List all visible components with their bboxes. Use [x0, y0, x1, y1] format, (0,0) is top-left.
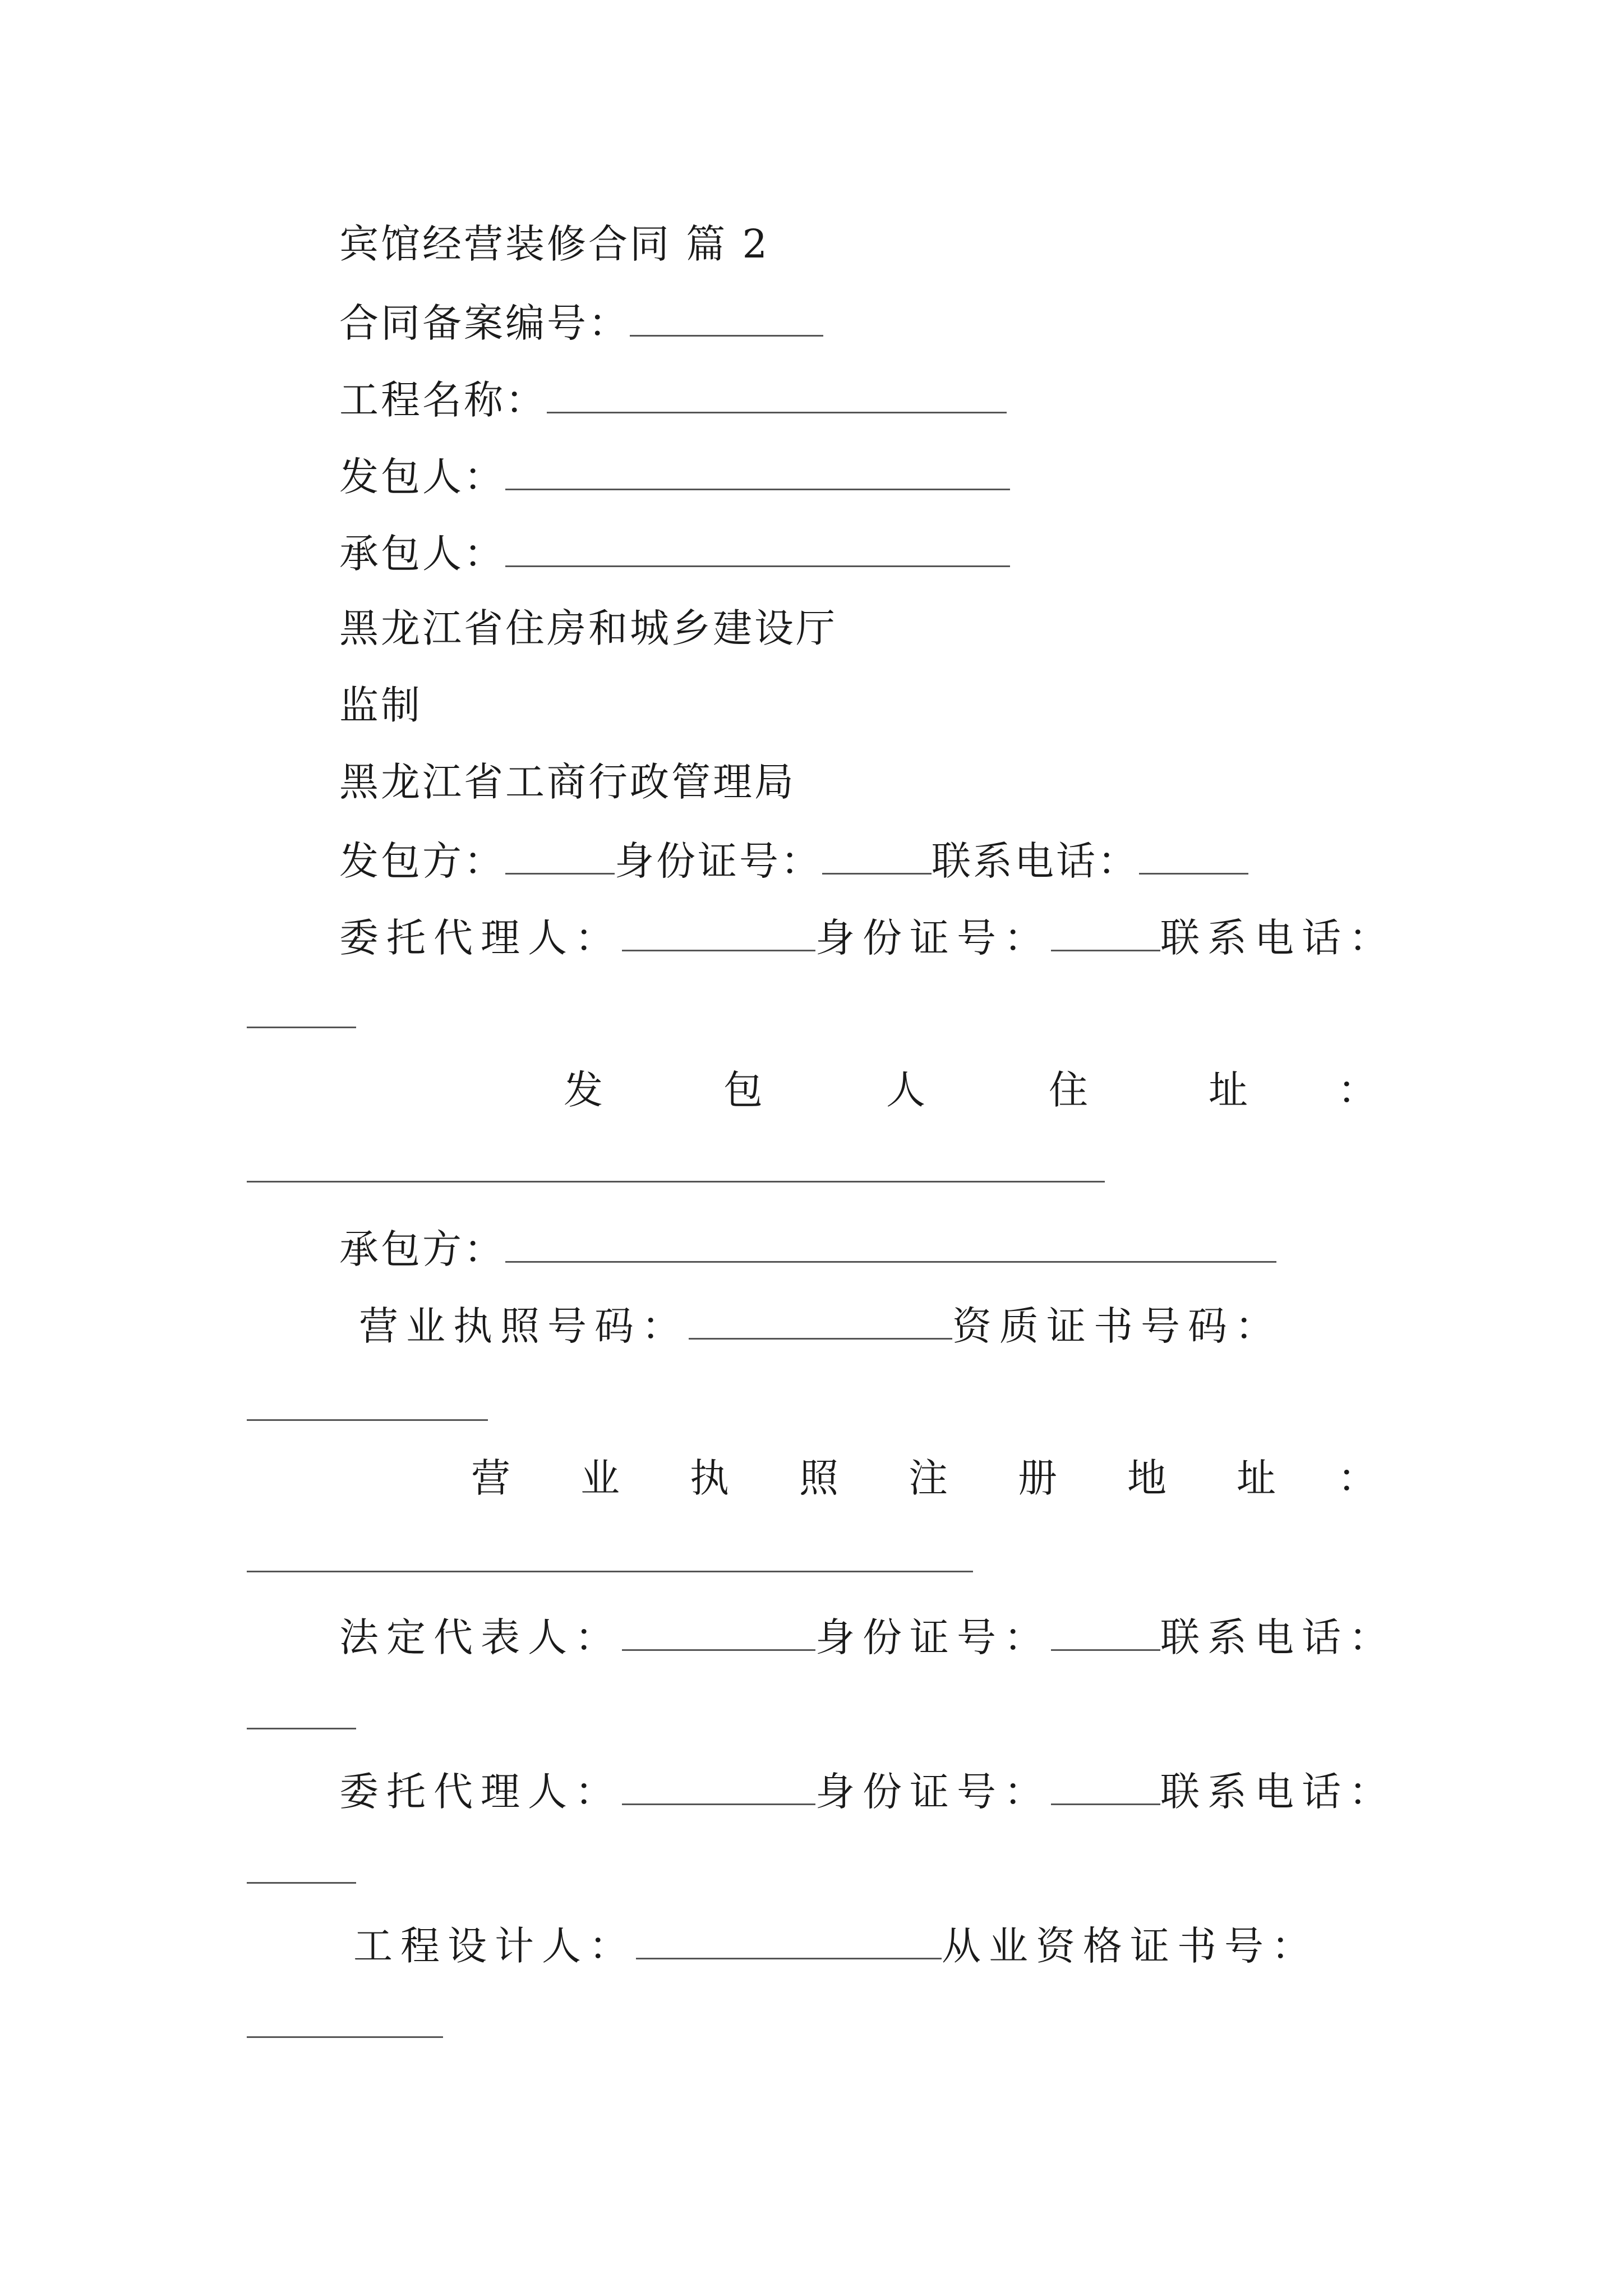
employer-row: [339, 454, 1010, 500]
legal-rep-phone-label: 联系电话：: [1160, 1614, 1396, 1660]
agent-2-row: [339, 1769, 1396, 1815]
project-name-label: 工程名称：: [339, 377, 547, 423]
filing-number-blank[interactable]: [630, 301, 823, 337]
legal-rep-id-label: 身份证号：: [815, 1614, 1051, 1660]
filing-number-row: [339, 300, 823, 346]
party-a-row: [339, 838, 1248, 884]
agent-1-id-blank[interactable]: [1051, 916, 1160, 951]
employer-label: 发包人：: [339, 454, 505, 500]
cert-blank[interactable]: [247, 1419, 488, 1421]
agent-1-id-label: 身份证号：: [815, 915, 1051, 961]
employer-address-char: 发: [564, 1067, 603, 1113]
issuer-commerce-bureau: 黑龙江省工商行政管理局: [339, 759, 796, 805]
agent-2-id-blank[interactable]: [1051, 1770, 1160, 1805]
party-a-id-blank[interactable]: [822, 839, 932, 875]
designer-cert-blank[interactable]: [247, 2036, 443, 2038]
registered-address-char: 址: [1237, 1455, 1276, 1501]
designer-row: [353, 1923, 1318, 1969]
license-blank[interactable]: [689, 1304, 952, 1340]
contractor-blank[interactable]: [505, 532, 1010, 567]
legal-rep-label: 法定代表人：: [339, 1614, 622, 1660]
party-a-id-label: 身份证号：: [615, 838, 822, 884]
license-label: 营业执照号码：: [359, 1303, 689, 1349]
document-title: 宾馆经营装修合同 篇 2: [339, 221, 770, 267]
employer-address-blank[interactable]: [247, 1181, 1105, 1182]
agent-1-blank[interactable]: [622, 916, 815, 951]
license-row: [359, 1303, 1282, 1349]
agent-2-blank[interactable]: [622, 1770, 815, 1805]
registered-address-char: 营: [471, 1455, 510, 1501]
employer-address-char: 人: [886, 1067, 925, 1113]
party-b-blank[interactable]: [505, 1227, 1276, 1263]
agent-2-phone-label: 联系电话：: [1160, 1769, 1396, 1815]
employer-blank[interactable]: [505, 455, 1010, 490]
agent-1-phone-blank[interactable]: [247, 1027, 356, 1028]
registered-address-blank[interactable]: [247, 1571, 973, 1572]
legal-rep-row: [339, 1614, 1396, 1660]
party-a-blank[interactable]: [505, 839, 615, 875]
agent-2-label: 委托代理人：: [339, 1769, 622, 1815]
agent-1-row: [339, 915, 1396, 961]
employer-address-char: ：: [1338, 1067, 1377, 1113]
contractor-row: [339, 531, 1010, 577]
legal-rep-phone-blank[interactable]: [247, 1728, 356, 1729]
employer-address-char: 包: [723, 1067, 763, 1113]
designer-blank[interactable]: [636, 1924, 942, 1959]
agent-2-phone-blank[interactable]: [247, 1882, 356, 1884]
employer-address-char: 址: [1209, 1067, 1248, 1113]
party-b-label: 承包方：: [339, 1226, 505, 1272]
registered-address-char: 业: [580, 1455, 620, 1501]
project-name-row: [339, 377, 1007, 423]
employer-address-char: 住: [1049, 1067, 1088, 1113]
filing-number-label: 合同备案编号：: [339, 300, 630, 346]
party-b-row: [339, 1226, 1276, 1272]
party-a-label: 发包方：: [339, 838, 505, 884]
legal-rep-id-blank[interactable]: [1051, 1616, 1160, 1651]
issuer-housing-dept: 黑龙江省住房和城乡建设厅: [339, 605, 837, 651]
agent-1-label: 委托代理人：: [339, 915, 622, 961]
registered-address-char: 照: [799, 1455, 838, 1501]
cert-label: 资质证书号码：: [952, 1303, 1282, 1349]
project-name-blank[interactable]: [547, 378, 1007, 413]
party-a-phone-label: 联系电话：: [932, 838, 1139, 884]
agent-2-id-label: 身份证号：: [815, 1769, 1051, 1815]
designer-label: 工程设计人：: [353, 1923, 636, 1969]
party-a-phone-blank[interactable]: [1139, 839, 1248, 875]
agent-1-phone-label: 联系电话：: [1160, 915, 1396, 961]
registered-address-char: 地: [1127, 1455, 1166, 1501]
legal-rep-blank[interactable]: [622, 1616, 815, 1651]
registered-address-char: 册: [1018, 1455, 1057, 1501]
registered-address-char: 执: [690, 1455, 729, 1501]
contractor-label: 承包人：: [339, 531, 505, 577]
registered-address-char: 注: [909, 1455, 948, 1501]
registered-address-char: ：: [1338, 1455, 1377, 1501]
supervise-label: 监制: [339, 682, 422, 728]
designer-cert-label: 从业资格证书号：: [942, 1923, 1318, 1969]
